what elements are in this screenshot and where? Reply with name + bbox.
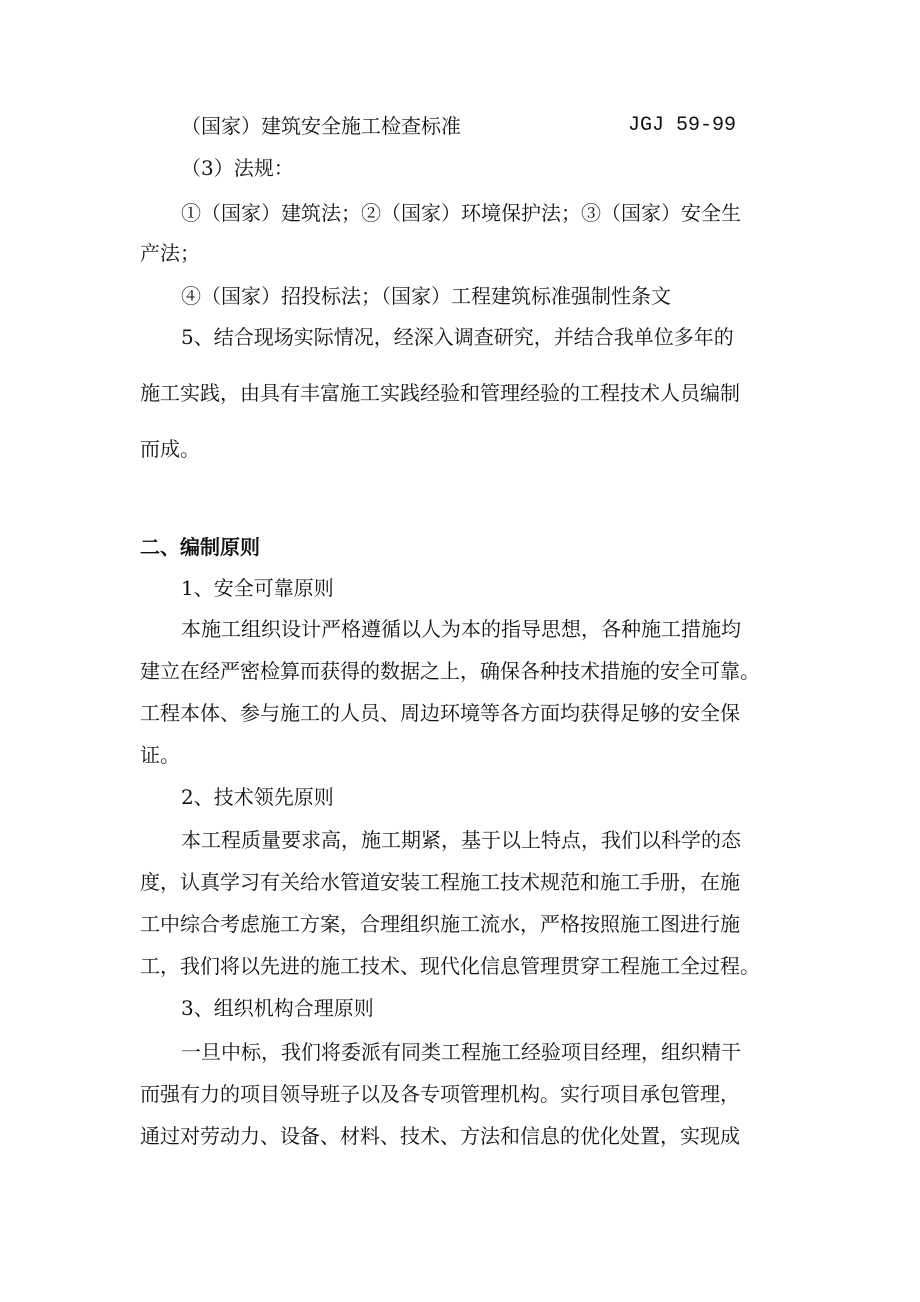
principle-2-line-2: 度，认真学习有关给水管道安装工程施工技术规范和施工手册，在施	[140, 870, 740, 894]
section-title: 二、编制原则	[140, 535, 260, 559]
principle-2-line-1: 本工程质量要求高，施工期紧，基于以上特点，我们以科学的态	[181, 828, 741, 852]
principle-3-heading: 3、组织机构合理原则	[181, 996, 374, 1020]
principle-3-line-1: 一旦中标，我们将委派有同类工程施工经验项目经理，组织精干	[181, 1040, 741, 1064]
principle-1-line-2: 建立在经严密检算而获得的数据之上，确保各种技术措施的安全可靠。	[140, 659, 760, 683]
law-line-1-cont: 产法；	[140, 241, 200, 265]
law-heading: （3）法规：	[181, 156, 294, 180]
item5-line-1: 5、结合现场实际情况，经深入调查研究，并结合我单位多年的	[181, 325, 734, 349]
standard-code: JGJ 59-99	[628, 114, 737, 137]
item5-line-2: 施工实践，由具有丰富施工实践经验和管理经验的工程技术人员编制	[140, 381, 740, 405]
principle-2-line-3: 工中综合考虑施工方案，合理组织施工流水，严格按照施工图进行施	[140, 912, 740, 936]
principle-1-line-4: 证。	[140, 743, 180, 767]
principle-1-line-3: 工程本体、参与施工的人员、周边环境等各方面均获得足够的安全保	[140, 701, 740, 725]
principle-2-line-4: 工，我们将以先进的施工技术、现代化信息管理贯穿工程施工全过程。	[140, 954, 760, 978]
principle-3-line-2: 而强有力的项目领导班子以及各专项管理机构。实行项目承包管理，	[140, 1082, 740, 1106]
principle-3-line-3: 通过对劳动力、设备、材料、技术、方法和信息的优化处置，实现成	[140, 1124, 740, 1148]
principle-1-heading: 1、安全可靠原则	[181, 576, 334, 600]
principle-1-line-1: 本施工组织设计严格遵循以人为本的指导思想，各种施工措施均	[181, 617, 741, 641]
standard-title: （国家）建筑安全施工检查标准	[181, 114, 461, 138]
law-line-1: ①（国家）建筑法；②（国家）环境保护法；③（国家）安全生	[181, 201, 741, 225]
law-line-2: ④（国家）招投标法；（国家）工程建筑标准强制性条文	[181, 284, 671, 308]
item5-line-3: 而成。	[140, 437, 200, 461]
principle-2-heading: 2、技术领先原则	[181, 785, 334, 809]
